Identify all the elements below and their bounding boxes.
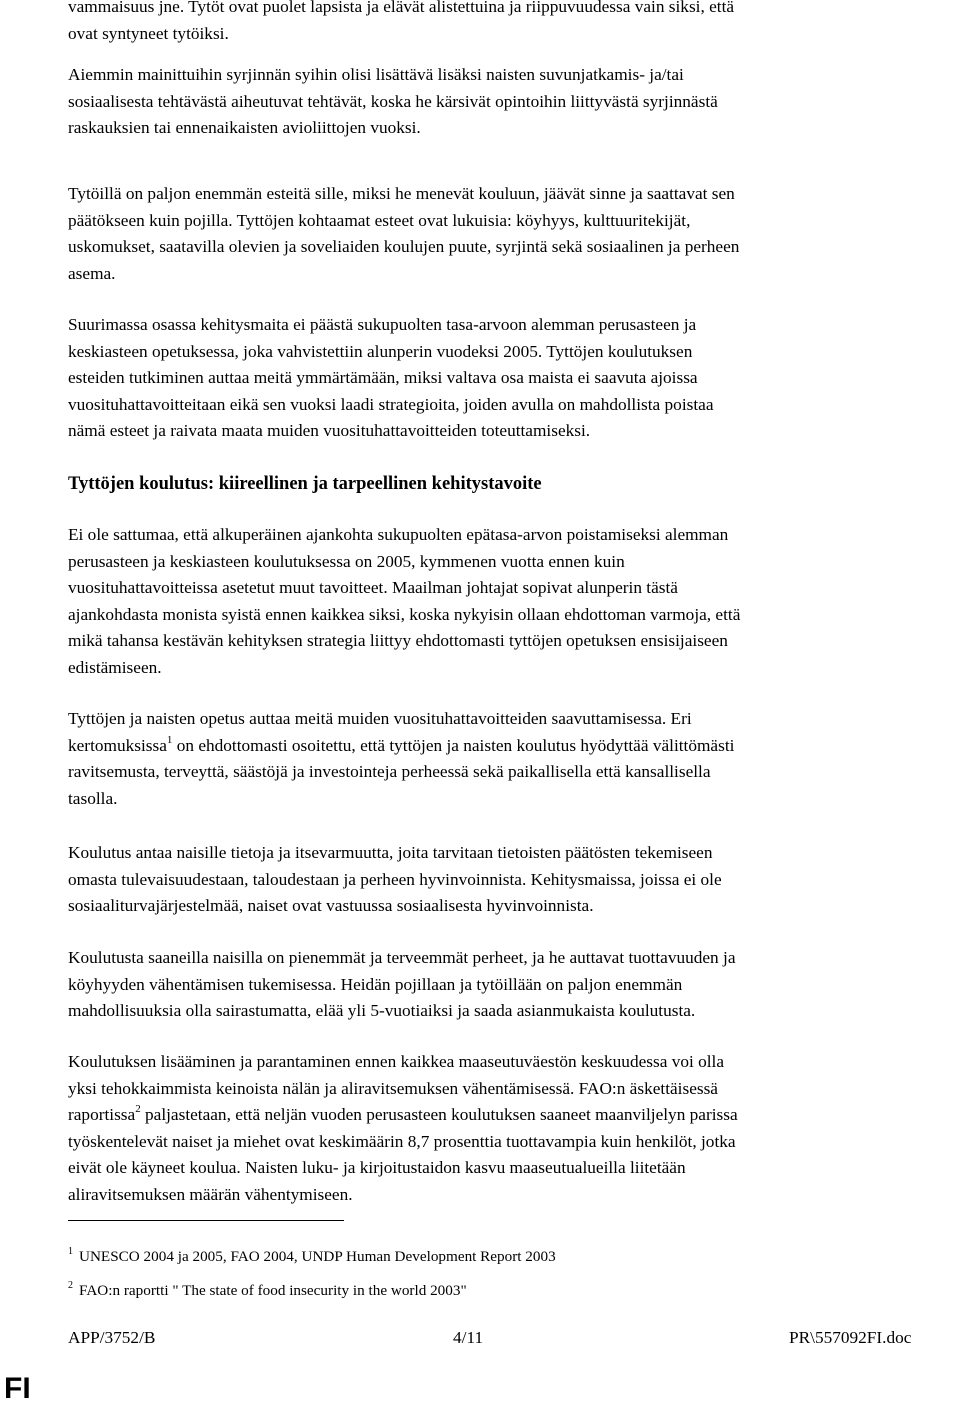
footer-file-name: PR\557092FI.doc bbox=[789, 1328, 912, 1347]
text-line: edistämiseen. bbox=[68, 657, 162, 677]
text-line: omasta tulevaisuudestaan, taloudestaan ja perheen hyvinvoinnista. Kehitysmaissa, joissa ei ole bbox=[68, 869, 722, 889]
text-fragment: paljastetaan, että neljän vuoden perusasteen koulutuksen saaneet maanviljelyn parissa bbox=[140, 1105, 738, 1124]
text-line: työskentelevät naiset ja miehet ovat keskimäärin 8,7 prosenttia tuottavampia kuin henkilöt, jotka bbox=[68, 1131, 736, 1151]
footnote-text: UNESCO 2004 ja 2005, FAO 2004, UNDP Human Development Report 2003 bbox=[79, 1248, 556, 1265]
text-line: sosiaalisesta tehtävästä aiheutuvat tehtävät, koska he kärsivät opintoihin liittyvästä syrjinnästä bbox=[68, 91, 718, 111]
text-line: Aiemmin mainittuihin syrjinnän syihin olisi lisättävä lisäksi naisten suvunjatkamis- ja/tai bbox=[68, 65, 684, 84]
text-line bbox=[68, 733, 960, 760]
paragraph-original-deadline bbox=[68, 522, 960, 681]
text-line: Tyttöjen ja naisten opetus auttaa meitä muiden vuosituhattavoitteiden saavuttamisessa. Eri bbox=[68, 709, 692, 728]
paragraph-knowledge-confidence bbox=[68, 840, 960, 920]
footnote-reference-2: 2 bbox=[135, 1103, 141, 1115]
text-line: uskomukset, saatavilla olevien ja soveliaiden koulujen puute, syrjintä sekä sosiaalinen ja perheen bbox=[68, 237, 740, 256]
text-line: vuosituhattavoitteitaan eikä sen vuoksi laadi strategioita, joiden avulla on mahdollista poistaa bbox=[68, 394, 714, 414]
paragraph-smaller-families bbox=[68, 945, 960, 1025]
language-tag: FI bbox=[4, 1372, 31, 1405]
text-line: Tytöillä on paljon enemmän esteitä sille, miksi he menevät kouluun, jäävät sinne ja saattavat sen bbox=[68, 184, 735, 203]
text-line: ajankohdasta monista syistä ennen kaikkea siksi, koska nykyisin ollaan ehdottoman varmoja, että bbox=[68, 604, 741, 624]
text-line: aliravitsemuksen määrän vähentymiseen. bbox=[68, 1184, 353, 1204]
text-line: tasolla. bbox=[68, 788, 118, 808]
text-fragment: on ehdottomasti osoitettu, että tyttöjen ja naisten koulutus hyödyttää välittömästi bbox=[172, 735, 735, 755]
text-line: nämä esteet ja raivata maata muiden vuosituhattavoitteiden toteuttamiseksi. bbox=[68, 421, 591, 440]
footnote-reference-1: 1 bbox=[166, 733, 173, 746]
text-line: asema. bbox=[68, 263, 116, 283]
footnote-number: 2 bbox=[68, 1280, 73, 1291]
text-line: yksi tehokkaimmista keinoista nälän ja aliravitsemuksen vähentämisessä. FAO:n äskettäisessä bbox=[68, 1078, 718, 1098]
text-line: ravitsemusta, terveyttä, säästöjä ja investointeja perheessä sekä paikallisella että kansallisella bbox=[68, 762, 711, 781]
text-fragment: kertomuksissa bbox=[68, 735, 167, 755]
text-line: ovat syntyneet tytöiksi. bbox=[68, 23, 229, 43]
text-line: Suurimassa osassa kehitysmaita ei päästä sukupuolten tasa-arvoon alemman perusasteen ja bbox=[68, 315, 697, 334]
paragraph-rural-education bbox=[68, 1049, 960, 1208]
text-line: vuosituhattavoitteissa asetetut muut tavoitteet. Maailman johtajat sopivat alunperin tästä bbox=[68, 578, 678, 597]
text-line: perusasteen ja keskiasteen koulutuksessa on 2005, kymmenen vuotta ennen kuin bbox=[68, 551, 625, 571]
text-line: raskauksien tai ennenaikaisten avioliittojen vuoksi. bbox=[68, 118, 421, 137]
footer-page-number: 4/11 bbox=[453, 1328, 484, 1347]
text-line: mahdollisuuksia olla sairastumatta, elää yli 5-vuotiaiksi ja saada asianmukaista koulutusta. bbox=[68, 1001, 696, 1020]
text-fragment: raportissa bbox=[68, 1105, 136, 1124]
footnote-separator bbox=[68, 1220, 344, 1221]
footnote-text: FAO:n raportti " The state of food insecurity in the world 2003" bbox=[79, 1282, 467, 1299]
footnote-number: 1 bbox=[68, 1246, 73, 1257]
paragraph-education-benefits bbox=[68, 706, 960, 812]
text-line: Koulutusta saaneilla naisilla on pienemmät ja terveemmät perheet, ja he auttavat tuottavuuden ja bbox=[68, 948, 736, 967]
paragraph-discrimination-causes bbox=[68, 62, 960, 142]
text-line: mikä tahansa kestävän kehityksen strategia liittyy ehdottomasti tyttöjen opetuksen ensisijaiseen bbox=[68, 631, 728, 650]
text-line bbox=[68, 1102, 960, 1129]
footnote-2 bbox=[68, 1281, 467, 1301]
text-line: köyhyyden vähentämisen tukemisessa. Heidän pojillaan ja tytöillään on paljon enemmän bbox=[68, 974, 683, 994]
footer-document-reference: APP/3752/B bbox=[68, 1328, 156, 1347]
text-line: esteiden tutkiminen auttaa meitä ymmärtämään, miksi valtava osa maista ei saavuta ajoissa bbox=[68, 368, 698, 387]
footnote-1 bbox=[68, 1247, 556, 1267]
text-line: vammaisuus jne. Tytöt ovat puolet lapsista ja elävät alistettuina ja riippuvuudessa vain siksi, että bbox=[68, 0, 735, 16]
paragraph-girls-obstacles bbox=[68, 181, 960, 287]
text-line: Ei ole sattumaa, että alkuperäinen ajankohta sukupuolten epätasa-arvon poistamiseksi alemman bbox=[68, 525, 729, 544]
text-line: keskiasteen opetuksessa, joka vahvistettiin alunperin vuodeksi 2005. Tyttöjen koulutuksen bbox=[68, 341, 693, 361]
text-line: eivät ole käyneet koulua. Naisten luku- ja kirjoitustaidon kasvu maaseutualueilla liitetään bbox=[68, 1158, 686, 1177]
text-line: päätökseen kuin pojilla. Tyttöjen kohtaamat esteet ovat lukuisia: köyhyys, kulttuuritekijät, bbox=[68, 210, 691, 230]
text-line: Koulutuksen lisääminen ja parantaminen ennen kaikkea maaseutuväestön keskuudessa voi olla bbox=[68, 1052, 725, 1071]
section-heading: Tyttöjen koulutus: kiireellinen ja tarpeellinen kehitystavoite bbox=[68, 474, 542, 494]
paragraph-gender-parity bbox=[68, 312, 960, 445]
paragraph-continued bbox=[68, 0, 960, 47]
text-line: sosiaaliturvajärjestelmää, naiset ovat vastuussa sosiaalisesta hyvinvoinnista. bbox=[68, 896, 594, 915]
text-line: Koulutus antaa naisille tietoja ja itsevarmuutta, joita tarvitaan tietoisten päätösten tekemiseen bbox=[68, 843, 713, 862]
